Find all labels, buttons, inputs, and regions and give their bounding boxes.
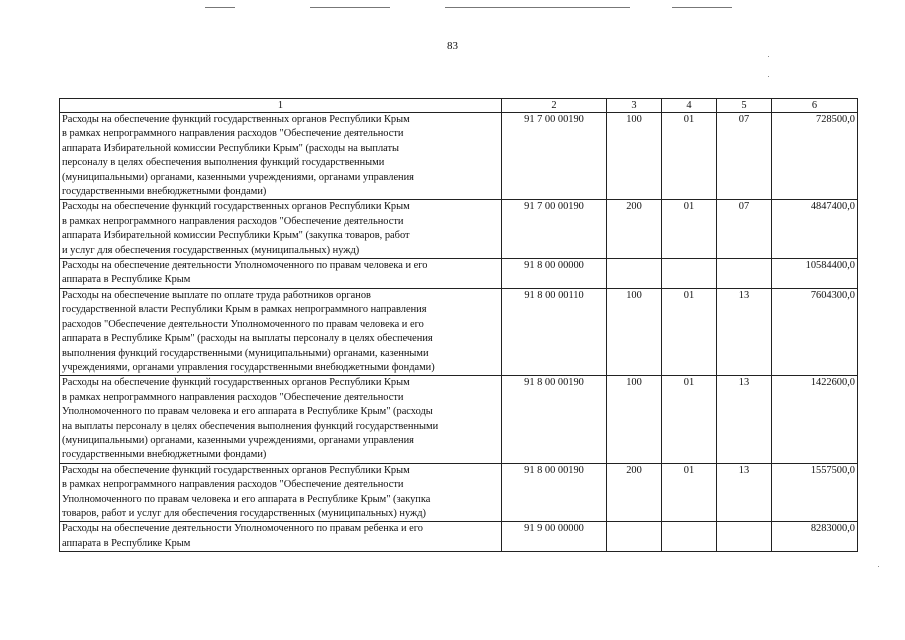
table-row (60, 200, 858, 259)
scan-artifact-line (672, 7, 732, 8)
row-description (60, 200, 502, 259)
description-line: аппарата в Республике Крым (62, 274, 191, 286)
row-code: 91 8 00 00190 (502, 376, 607, 463)
scan-artifact-dot (768, 56, 769, 57)
description-line: в рамках непрограммного направления расходов "Обеспечение деятельности (62, 479, 404, 491)
row-section (662, 522, 717, 552)
table-row (60, 463, 858, 522)
description-line: государственными внебюджетными фондами) (62, 186, 267, 198)
header-cell-subsection: 5 (717, 99, 772, 113)
description-line: Расходы на обеспечение деятельности Уполномоченного по правам ребенка и его (62, 523, 423, 535)
row-expense-type: 200 (607, 200, 662, 259)
description-line: выполнения функций государственными (муниципальными) органами, казенными (62, 347, 429, 359)
description-line: Уполномоченного по правам человека и его аппарата в Республике Крым" (расходы (62, 406, 433, 418)
description-line: Расходы на обеспечение функций государственных органов Республики Крым (62, 114, 410, 125)
table-row (60, 522, 858, 552)
row-subsection: 07 (717, 200, 772, 259)
description-line: аппарата Избирательной комиссии Республики Крым" (закупка товаров, работ (62, 230, 410, 242)
row-subsection: 13 (717, 376, 772, 463)
row-description (60, 288, 502, 375)
table-row (60, 113, 858, 200)
row-subsection: 07 (717, 113, 772, 200)
description-line: Уполномоченного по правам человека и его аппарата в Республике Крым" (закупка (62, 493, 431, 505)
row-amount: 8283000,0 (772, 522, 858, 552)
header-cell-amount: 6 (772, 99, 858, 113)
description-line: расходов "Обеспечение деятельности Уполномоченного по правам человека и его (62, 318, 424, 330)
scan-artifact-dot (768, 76, 769, 77)
description-line: Расходы на обеспечение функций государственных органов Республики Крым (62, 201, 410, 213)
description-line: аппарата в Республике Крым" (расходы на выплаты персоналу в целях обеспечения (62, 333, 433, 345)
scan-artifact-line (310, 7, 390, 8)
description-line: аппарата в Республике Крым (62, 537, 191, 549)
row-expense-type: 100 (607, 113, 662, 200)
description-line: Расходы на обеспечение функций государственных органов Республики Крым (62, 464, 410, 476)
row-amount: 7604300,0 (772, 288, 858, 375)
row-amount: 1557500,0 (772, 463, 858, 522)
budget-table-body (60, 113, 858, 552)
row-code: 91 8 00 00110 (502, 288, 607, 375)
scan-artifact-line (205, 7, 235, 8)
row-subsection: 13 (717, 463, 772, 522)
row-amount: 10584400,0 (772, 259, 858, 289)
row-expense-type (607, 259, 662, 289)
description-line: государственной власти Республики Крым в рамках непрограммного направления (62, 304, 427, 316)
table-row (60, 376, 858, 463)
row-section: 01 (662, 288, 717, 375)
description-line: Расходы на обеспечение функций государственных органов Республики Крым (62, 377, 410, 389)
row-section (662, 259, 717, 289)
header-cell-description: 1 (60, 99, 502, 113)
row-amount: 4847400,0 (772, 200, 858, 259)
row-code: 91 7 00 00190 (502, 200, 607, 259)
table-row (60, 259, 858, 289)
row-section: 01 (662, 200, 717, 259)
description-line: аппарата Избирательной комиссии Республики Крым" (расходы на выплаты (62, 142, 400, 154)
row-subsection (717, 522, 772, 552)
description-line: учреждениями, органами управления государственными внебюджетными фондами) (62, 361, 435, 373)
description-line: (муниципальными) органами, казенными учреждениями, органами управления (62, 171, 414, 183)
row-code: 91 8 00 00190 (502, 463, 607, 522)
row-section: 01 (662, 113, 717, 200)
description-line: товаров, работ и услуг для обеспечения государственных (муниципальных) нужд) (62, 507, 426, 519)
row-description (60, 522, 502, 552)
row-code: 91 7 00 00190 (502, 113, 607, 200)
row-description (60, 259, 502, 289)
row-code: 91 9 00 00000 (502, 522, 607, 552)
description-line: и услуг для обеспечения государственных (муниципальных) нужд) (62, 244, 360, 256)
header-cell-section: 4 (662, 99, 717, 113)
description-line: (муниципальными) органами, казенными учреждениями, органами управления (62, 434, 414, 446)
row-subsection: 13 (717, 288, 772, 375)
description-line: государственными внебюджетными фондами) (62, 449, 267, 461)
row-expense-type (607, 522, 662, 552)
row-expense-type: 200 (607, 463, 662, 522)
description-line: в рамках непрограммного направления расходов "Обеспечение деятельности (62, 215, 404, 227)
description-line: в рамках непрограммного направления расходов "Обеспечение деятельности (62, 128, 404, 140)
table-row (60, 288, 858, 375)
header-cell-code: 2 (502, 99, 607, 113)
scan-artifact-line (445, 7, 630, 8)
row-section: 01 (662, 463, 717, 522)
scan-artifact-dot (878, 566, 879, 567)
header-row (60, 99, 858, 113)
row-description (60, 376, 502, 463)
description-line: персоналу в целях обеспечения выполнения функций государственными (62, 157, 385, 169)
description-line: Расходы на обеспечение выплате по оплате труда работников органов (62, 289, 371, 301)
description-line: на выплаты персоналу в целях обеспечения выполнения функций государственными (62, 420, 439, 432)
row-description (60, 463, 502, 522)
page-number: 83 (447, 40, 458, 52)
budget-table (59, 98, 858, 552)
row-expense-type: 100 (607, 376, 662, 463)
row-section: 01 (662, 376, 717, 463)
row-amount: 728500,0 (772, 113, 858, 200)
row-expense-type: 100 (607, 288, 662, 375)
description-line: в рамках непрограммного направления расходов "Обеспечение деятельности (62, 391, 404, 403)
header-cell-expense-type: 3 (607, 99, 662, 113)
row-subsection (717, 259, 772, 289)
row-description (60, 113, 502, 200)
row-amount: 1422600,0 (772, 376, 858, 463)
description-line: Расходы на обеспечение деятельности Уполномоченного по правам человека и его (62, 260, 428, 272)
row-code: 91 8 00 00000 (502, 259, 607, 289)
